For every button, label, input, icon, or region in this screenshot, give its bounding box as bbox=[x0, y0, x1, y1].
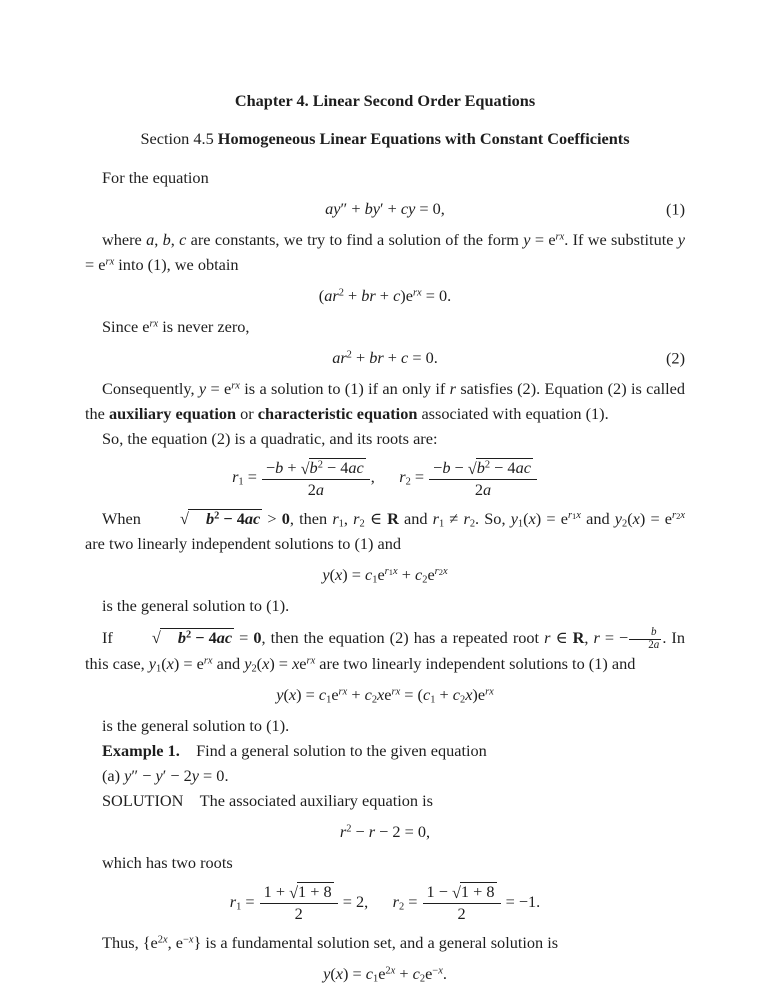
equation-number: (1) bbox=[666, 199, 685, 218]
paragraph-auxiliary: Consequently, $y = e^{rx}$ is a solution to (1) if an only if r satisfies (2). Equation (2) is called the auxiliary equation or characteristic equation associated with equation (1). bbox=[85, 379, 686, 423]
chapter-heading: Chapter 4. Linear Second Order Equations bbox=[234, 91, 536, 110]
equation-body: $y(x) = c_1e^{r_1x} + c_2e^{r_2x}$ bbox=[322, 564, 448, 586]
paragraph-general-solution: is the general solution to (1). bbox=[102, 716, 290, 736]
equation-body: $r_1$ = $\frac{-b + √b^2 - 4ac}{2a}$ , $r_2$ = $\frac{-b - √b^2 - 4ac}{2a}$ bbox=[232, 467, 538, 486]
paragraph-two-roots: which has two roots bbox=[102, 853, 233, 873]
display-equation-substituted bbox=[85, 283, 685, 308]
paragraph-never-zero: Since $e^{rx}$ is never zero, bbox=[102, 317, 250, 336]
equation-body: $r^2 - r - 2 = 0$, bbox=[339, 822, 431, 842]
equation-body: $y(x) = c_1e^{rx} + c_2xe^{rx} = (c_1 + c_2x)e^{rx}$ bbox=[276, 685, 494, 706]
paragraph-example-1a: (a) y″ − y′ − 2y = 0. bbox=[102, 766, 229, 786]
paragraph-distinct-roots: When √ $b^2 - 4ac > 0$, then $r_1$, $r_2$ ∈ R and $r_1 \ne r_2$. So, $y_1(x) = e^{r_1x}$ and $y_2(x) = e^{r_2x}$ are two linearly independent solutions to (1) and bbox=[85, 508, 686, 553]
paragraph-substitute: where a, b, c are constants, we try to find a solution of the form $y = e^{rx}$. If we substitute $y = e^{rx}$ into (1), we obtain bbox=[85, 230, 686, 274]
section-heading: Section 4.5 Homogeneous Linear Equations with Constant Coefficients bbox=[140, 129, 630, 148]
paragraph-fundamental-set: Thus, {$e^{2x}$, $e^{-x}$} is a fundamental solution set, and a general solution is bbox=[102, 933, 559, 953]
equation-body: ($ar^2$ + br + $c)e^{rx} = 0$. bbox=[318, 286, 452, 305]
equation-number: (2) bbox=[666, 348, 685, 367]
display-equation-1 bbox=[85, 196, 685, 221]
paragraph-general-solution: is the general solution to (1). bbox=[102, 595, 290, 615]
display-equation-example-general bbox=[85, 961, 685, 986]
equation-body: $r_1$ = $\frac{1 + √1 + 8}{2}$ = 2, $r_2$ = $\frac{1 - √1 + 8}{2}$ = −1. bbox=[229, 882, 541, 924]
equation-body: ay″ + by′ + cy = 0, bbox=[325, 199, 445, 218]
display-equation-example-roots bbox=[85, 881, 685, 924]
paragraph-intro: For the equation bbox=[102, 168, 209, 187]
display-equation-general-repeated bbox=[85, 682, 685, 707]
display-equation-roots bbox=[85, 457, 685, 500]
paragraph-quadratic: So, the equation (2) is a quadratic, and its roots are: bbox=[102, 429, 438, 448]
paragraph-example-1: Example 1. Find a general solution to the given equation bbox=[102, 741, 487, 761]
display-equation-example-auxiliary bbox=[85, 819, 685, 844]
display-equation-general-distinct bbox=[85, 562, 685, 587]
equation-body: $y(x) = c_1e^{2x} + c_2e^{-x}$. bbox=[323, 964, 447, 985]
paragraph-repeated-root: If √ $b^2 - 4ac = 0$, then the equation (2) has a repeated root r ∈ R, r = − $\frac{b}{2a}$ . In this case, $y_1(x) = e^{rx}$ and $y_2(x) = xe^{rx}$ are two linearly independent solutions to (1) and bbox=[85, 626, 685, 675]
equation-body: $ar^2$ + br + c = 0. bbox=[332, 348, 438, 367]
display-equation-2 bbox=[85, 345, 685, 370]
paragraph-solution: SOLUTION The associated auxiliary equation is bbox=[102, 791, 433, 811]
